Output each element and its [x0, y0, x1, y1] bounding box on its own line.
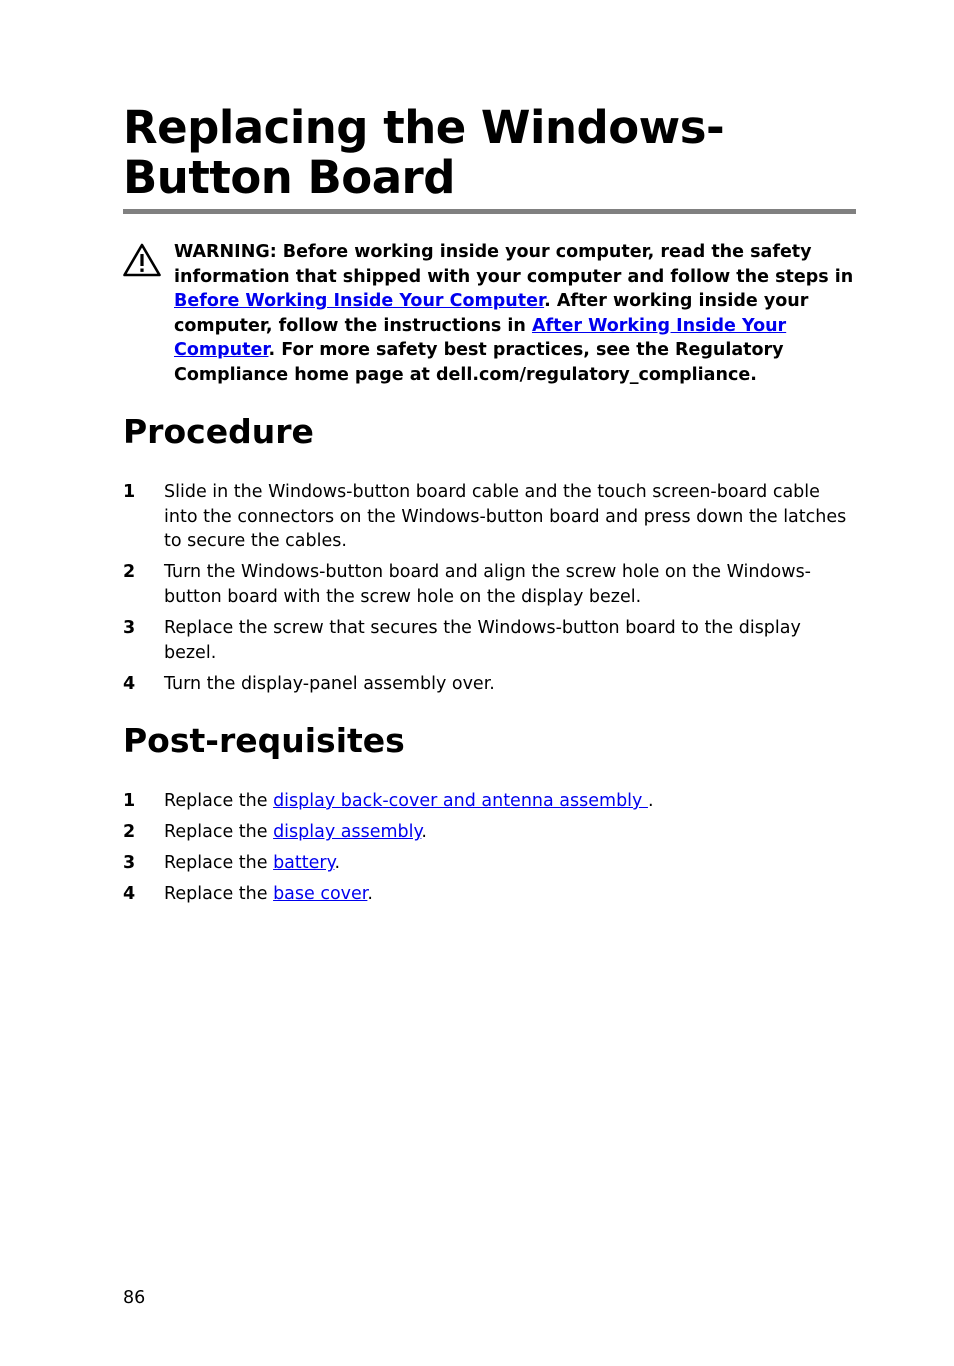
procedure-step [123, 480, 856, 554]
post-requisite-step [123, 820, 856, 845]
step-number: 2 [123, 562, 136, 583]
step-number: 1 [123, 791, 136, 811]
post-requisite-step [123, 882, 856, 907]
step-text: Turn the display-panel assembly over. [164, 673, 495, 694]
step-number: 1 [123, 482, 136, 502]
display-assembly-link[interactable]: display assembly [273, 822, 422, 843]
step-prefix: Replace the [164, 791, 274, 811]
step-suffix: . [367, 884, 373, 905]
warning-text-part: WARNING: Before working inside your computer, read the safety information that shipped with your computer and follow the steps in [174, 242, 854, 287]
warning-text-part: . After working inside your computer, follow the instructions in [174, 291, 809, 336]
step-suffix: . [647, 791, 654, 811]
step-prefix: Replace the [164, 884, 274, 905]
step-number: 4 [123, 884, 136, 905]
procedure-step [123, 616, 856, 665]
after-working-link[interactable]: After Working Inside Your Computer [174, 315, 787, 361]
page-title: Replacing the Windows-Button Board [123, 101, 725, 204]
step-prefix: Replace the [164, 822, 274, 843]
display-back-cover-link[interactable]: display back-cover and antenna assembly [273, 791, 648, 811]
step-text: Slide in the Windows-button board cable and the touch screen-board cable into the connectors on the Windows-button board and press down the latches to secure the cables. [164, 482, 847, 552]
procedure-step [123, 560, 856, 609]
step-prefix: Replace the [164, 853, 274, 874]
step-number: 2 [123, 822, 136, 843]
post-requisites-heading: Post-requisites [123, 721, 405, 760]
procedure-step [123, 672, 856, 697]
title-divider [123, 209, 856, 214]
page-number: 86 [123, 1288, 146, 1308]
procedure-list [123, 480, 856, 703]
step-text: Turn the Windows-button board and align the screw hole on the Windows-button board with the screw hole on the display bezel. [164, 562, 811, 607]
warning-text-part: . For more safety best practices, see the Regulatory Compliance home page at dell.com/regulatory_compliance. [174, 340, 784, 385]
procedure-heading: Procedure [123, 412, 314, 451]
warning-message [174, 240, 856, 388]
step-number: 4 [123, 673, 136, 694]
step-suffix: . [421, 822, 427, 843]
post-requisite-step [123, 851, 856, 876]
step-number: 3 [123, 617, 136, 638]
post-requisites-list [123, 789, 856, 913]
battery-link[interactable]: battery [273, 853, 335, 874]
step-text: Replace the screw that secures the Windows-button board to the display bezel. [164, 617, 801, 663]
post-requisite-step [123, 789, 856, 814]
base-cover-link[interactable]: base cover [273, 884, 368, 905]
before-working-link[interactable]: Before Working Inside Your Computer [174, 291, 545, 312]
step-suffix: . [334, 853, 341, 874]
step-number: 3 [123, 853, 136, 874]
warning-triangle-icon [123, 243, 161, 277]
